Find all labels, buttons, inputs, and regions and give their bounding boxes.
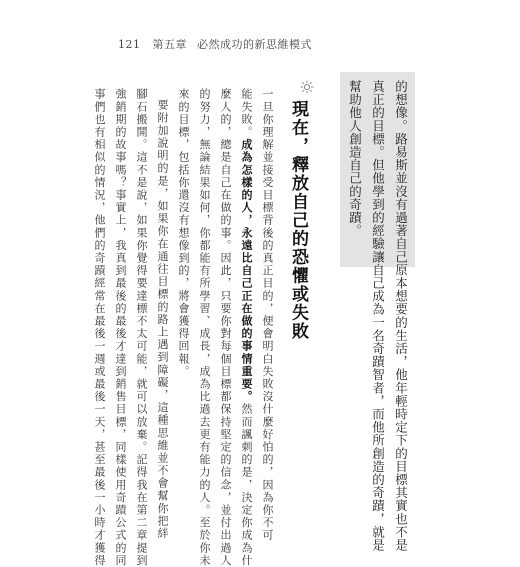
running-head — [118, 36, 312, 52]
body-line: 的努力，無論結果如何，你都能有所學習、成長，成為比過去更有能力的人。至於你未 — [198, 88, 211, 567]
body-line: 要附加說明的是，如果你在通往目標的路上遇到障礙，這種思維並不會幫你把絆 — [156, 99, 169, 540]
page-number: 121 — [118, 38, 141, 51]
body-line: 事們也有相似的情況，他們的奇蹟經常在最後一週或最後一天，甚至最後一小時才獲得 — [93, 88, 106, 567]
chapter-title: 必然成功的新思維模式 — [197, 38, 312, 51]
body-line: 一旦你理解並接受目標背後的真正目的，便會明白失敗沒什麼好怕的，因為你不可 — [261, 88, 274, 542]
chapter-label: 第五章 — [152, 38, 187, 51]
body-line: 麼人的，總是自己在做的事。因此，只要你對每個目標都保持堅定的信念，並付出過人 — [219, 88, 232, 567]
body-line: 來的目標，包括你還沒有想像到的，將會獲得回報。 — [177, 88, 190, 378]
callout-line: 的想像。路易斯並沒有過著自己原本想要的生活，他年輕時定下的目標其實也不是 — [393, 80, 409, 552]
section-heading: 現在，釋放自己的恐懼或失敗 — [288, 100, 308, 341]
sun-ornament-icon — [300, 80, 314, 94]
body-line: 強銷期的故事嗎？事實上，我真到最後的最後才達到銷售目標，同樣使用奇蹟公式的同 — [114, 88, 127, 567]
callout-line: 真正的目標。但他學到的經驗讓自己成為一名奇蹟智者，而他所創造的奇蹟，就是 — [370, 80, 386, 552]
callout-box — [340, 72, 415, 552]
emphasis-text: 成為怎樣的人，永遠比自己正在做的事情重要。 — [240, 138, 253, 404]
callout-line: 幫助他人創造自己的奇蹟。 — [347, 80, 363, 238]
body-line: 能失敗。成為怎樣的人，永遠比自己正在做的事情重要。然而諷刺的是，決定你成為什 — [240, 88, 253, 567]
body-line: 腳石搬開。這不是說，如果你覺得要達標不太可能，就可以放棄。記得我在第二章提到 — [135, 88, 148, 567]
